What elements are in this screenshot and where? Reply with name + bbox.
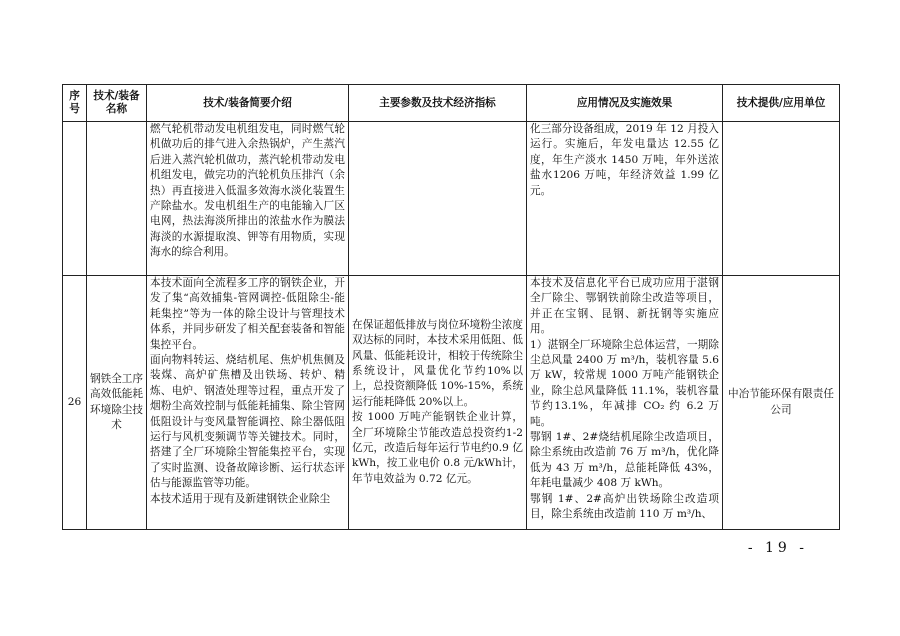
cont-name-cell — [87, 122, 147, 276]
cont-params-cell — [349, 122, 527, 276]
row26-seq: 26 — [63, 276, 87, 530]
cont-application-text: 化三部分设备组成，2019 年 12 月投入运行。实施后，年发电量达 12.55 亿度，年生产淡水 1450 万吨，年外送浓盐水1206 万吨，年经济效益 1.99 亿元。 — [530, 123, 719, 197]
header-intro: 技术/装备简要介绍 — [147, 85, 349, 122]
row26-app-p3: 鄂钢 1#、2#烧结机尾除尘改造项目，除尘系统由改造前 76 万 m³/h，优化降低为 43 万 m³/h，总能耗降低 43%，年耗电量减少 408 万 kWh。 — [530, 431, 719, 490]
row26-intro-cell — [147, 276, 349, 530]
header-provider: 技术提供/应用单位 — [723, 85, 840, 122]
row26-intro-p1: 本技术面向全流程多工序的钢铁企业，开发了集“高效捕集-管网调控-低阻除尘-能耗集控”等为一体的除尘设计与管理技术体系，并同步研发了相关配套装备和智能集控平台。 — [150, 277, 345, 351]
page-number: - 19 - — [747, 540, 808, 556]
row26-name: 钢铁全工序高效低能耗环境除尘技术 — [87, 276, 147, 530]
cont-intro-cell — [147, 122, 349, 276]
cont-seq-cell — [63, 122, 87, 276]
technology-table — [62, 84, 840, 530]
header-application: 应用情况及实施效果 — [527, 85, 723, 122]
cont-intro-text: 燃气轮机带动发电机组发电，同时燃气轮机做功后的排气进入余热锅炉，产生蒸汽后进入蒸汽轮机做功，蒸汽轮机带动发电机组发电，做完功的汽轮机负压排汽（余热）再直接进入低温多效海水淡化装置生产除盐水。发电机组生产的电能输入厂区电网，热法海淡所排出的浓盐水作为膜法海淡的水源提取溴、钾等有用物质，实现海水的综合利用。 — [150, 123, 345, 259]
row26-app-p4: 鄂钢 1#、2#高炉出铁场除尘改造项目，除尘系统由改造前 110 万 m³/h、 — [530, 492, 719, 521]
header-params: 主要参数及技术经济指标 — [349, 85, 527, 122]
row26-provider: 中冶节能环保有限责任公司 — [723, 276, 840, 530]
row26-app-p1: 本技术及信息化平台已成功应用于湛钢全厂除尘、鄂钢铁前除尘改造等项目，并正在宝钢、昆钢、新抚钢等实施应用。 — [530, 277, 719, 336]
row26-params-p1: 在保证超低排放与岗位环境粉尘浓度双达标的同时，本技术采用低阻、低风量、低能耗设计，相较于传统除尘系统设计，风量优化节约10%以上，总投资额降低 10%-15%，系统运行能耗降低 20%以上。 — [352, 318, 523, 408]
header-seq: 序号 — [63, 85, 87, 122]
table-row-continued — [63, 122, 840, 276]
row26-intro-p3: 本技术适用于现有及新建钢铁企业除尘 — [150, 492, 331, 505]
table-row-26 — [63, 276, 840, 530]
table-header-row — [63, 85, 840, 122]
cont-provider-cell — [723, 122, 840, 276]
cont-application-cell — [527, 122, 723, 276]
row26-intro-p2: 面向物料转运、烧结机尾、焦炉机焦侧及装煤、高炉矿焦槽及出铁场、转炉、精炼、电炉、钢渣处理等过程，重点开发了烟粉尘高效控制与低能耗捕集、除尘管网低阻设计与变风量智能调控、除尘器低阻运行与风机变频调节等关键技术。同时，搭建了全厂环境除尘智能集控平台，实现了实时监测、设备故障诊断、运行状态评估与能源监管等功能。 — [150, 354, 345, 490]
row26-app-p2: 1）湛钢全厂环境除尘总体运营，一期除尘总风量 2400 万 m³/h，装机容量 5.6万 kW，较常规 1000 万吨产能钢铁企业，除尘总风量降低 11.1%，装机容量节约13.1%，年减排 CO₂ 约 6.2 万吨。 — [530, 338, 719, 428]
row26-params-cell — [349, 276, 527, 530]
header-name: 技术/装备名称 — [87, 85, 147, 122]
row26-application-cell — [527, 276, 723, 530]
row26-params-p2: 按 1000 万吨产能钢铁企业计算，全厂环境除尘节能改造总投资约1-2 亿元，改造后每年运行节电约0.9 亿 kWh，按工业电价 0.8 元/kWh计，年节电效益为 0.72 亿元。 — [352, 411, 523, 485]
